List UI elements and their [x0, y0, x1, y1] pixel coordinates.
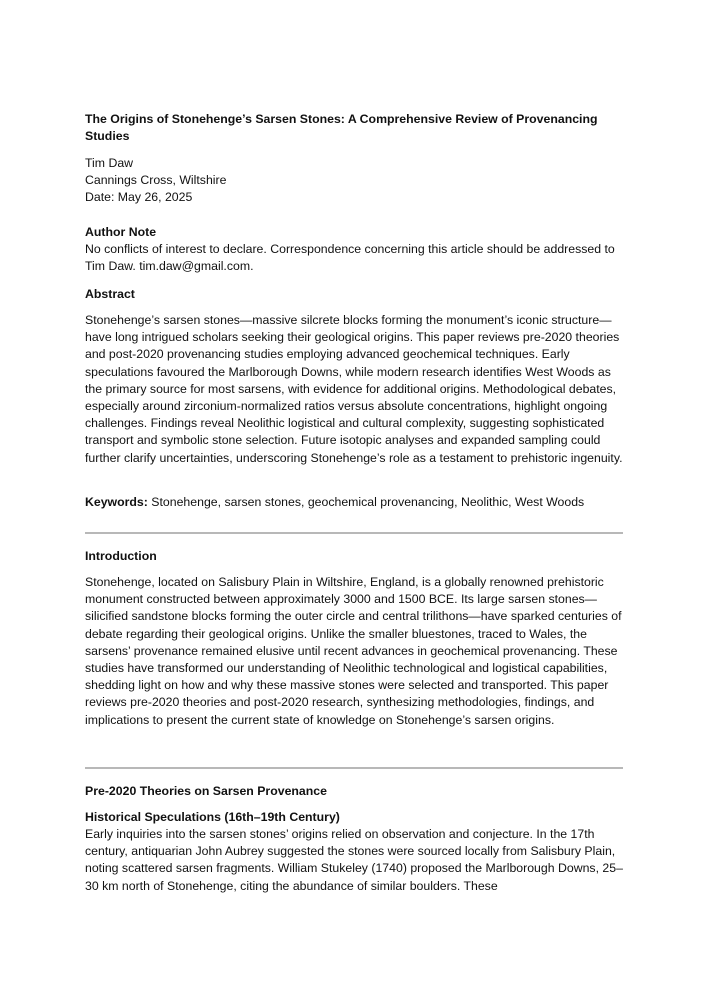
section-divider [85, 767, 623, 769]
section-divider [85, 532, 623, 534]
author-note-section [85, 224, 623, 276]
historical-speculations-text: Early inquiries into the sarsen stones’ origins relied on observation and conjecture. In the 17th century, antiquarian John Aubrey suggested the stones were sourced locally from Salisbury Plain, noting scattered sarsen fragments. William Stukeley (1740) proposed the Marlborough Downs, 25–30 km north of Stonehenge, citing the abundance of similar boulders. These [85, 827, 623, 893]
keywords-label: Keywords: [85, 495, 148, 509]
introduction-heading: Introduction [85, 549, 157, 563]
introduction-text: Stonehenge, located on Salisbury Plain in Wiltshire, England, is a globally renowned prehistoric monument constructed between approximately 3000 and 1500 BCE. Its large sarsen stones—silicified sandstone blocks forming the outer circle and central trilithons—have sparked centuries of debate regarding their geological origins. Unlike the smaller bluestones, traced to Wales, the sarsens’ provenance remained elusive until recent advances in geochemical provenancing. These studies have transformed our understanding of Neolithic technological and logistical capabilities, shedding light on how and why these massive stones were selected and transported. This paper reviews pre-2020 theories and post-2020 research, synthesizing methodologies, findings, and implications to present the current state of knowledge on Stonehenge’s sarsen origins. [85, 575, 622, 727]
pre2020-heading: Pre-2020 Theories on Sarsen Provenance [85, 784, 327, 798]
keywords-line [85, 494, 623, 511]
keywords-text: Stonehenge, sarsen stones, geochemical provenancing, Neolithic, West Woods [147, 495, 585, 509]
author-location: Cannings Cross, Wiltshire [85, 173, 227, 188]
author-name: Tim Daw [85, 156, 134, 170]
author-note-heading: Author Note [85, 225, 157, 239]
abstract-heading: Abstract [85, 287, 135, 301]
abstract-text: Stonehenge’s sarsen stones—massive silcrete blocks forming the monument’s iconic structure—have long intrigued scholars seeking their geological origins. This paper reviews pre-2020 theories and post-2020 provenancing studies employing advanced geochemical techniques. Early speculations favoured the Marlborough Downs, while modern research identifies West Woods as the primary source for most sarsens, with evidence for additional origins. Methodological debates, especially around zirconium-normalized ratios versus absolute concentrations, highlight ongoing challenges. Findings reveal Neolithic logistical and cultural complexity, suggesting sophisticated transport and symbolic stone selection. Future isotopic analyses and expanded sampling could further clarify uncertainties, underscoring Stonehenge’s role as a testament to prehistoric ingenuity. [85, 313, 623, 465]
paper-date: Date: May 26, 2025 [85, 190, 193, 205]
author-note-text: No conflicts of interest to declare. Correspondence concerning this article should be addressed to Tim Daw. tim.daw@gmail.com. [85, 242, 615, 274]
author-block [85, 155, 226, 207]
historical-speculations-heading: Historical Speculations (16th–19th Century) [85, 810, 340, 824]
paper-title: The Origins of Stonehenge’s Sarsen Stones: A Comprehensive Review of Provenancing Studies [85, 112, 598, 144]
